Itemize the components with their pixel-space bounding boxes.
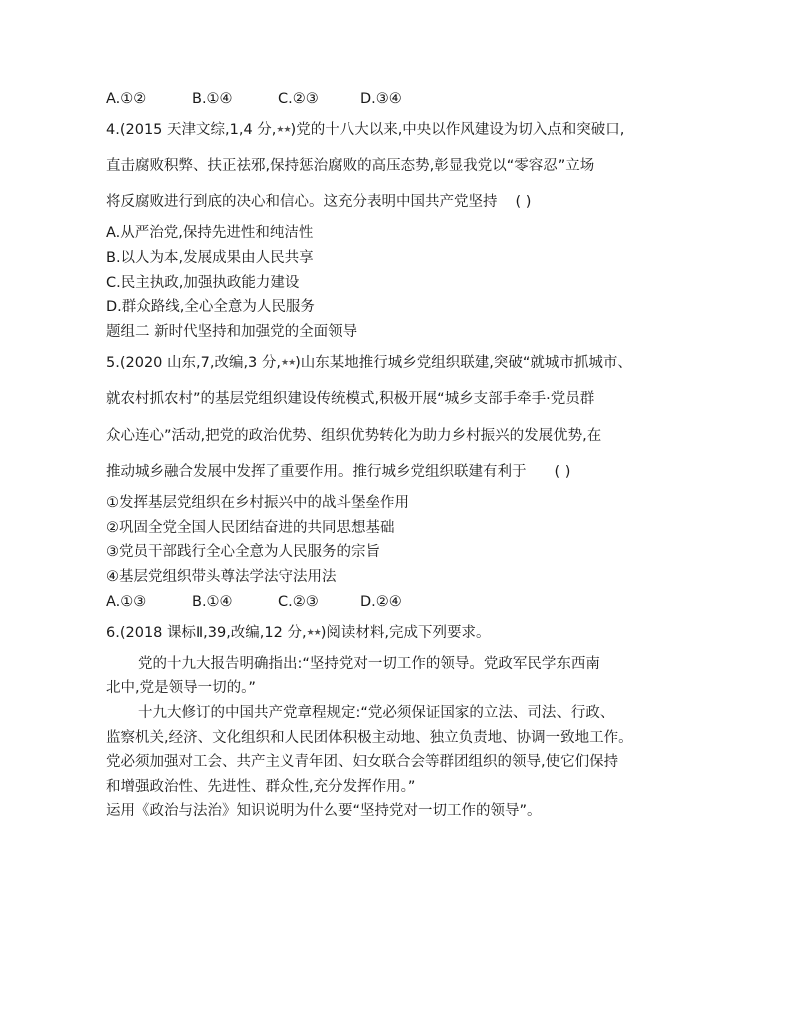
- q4-answer-blank[interactable]: ( ): [515, 194, 532, 210]
- q5-item-1: ①发挥基层党组织在乡村振兴中的战斗堡垒作用: [106, 495, 409, 511]
- q6-question: 运用《政治与法治》知识说明为什么要“坚持党对一切工作的领导”。: [106, 803, 542, 819]
- q3-option-b[interactable]: B.①④: [192, 91, 233, 107]
- q4-source: 4.(2015 天津文综,1,4 分,: [106, 122, 277, 138]
- q5-item-3: ③党员干部践行全心全意为人民服务的宗旨: [106, 544, 380, 560]
- q5-option-c[interactable]: C.②③: [278, 594, 319, 610]
- q5-item-4: ④基层党组织带头尊法学法守法用法: [106, 569, 337, 585]
- q6-para2-line-4: 和增强政治性、先进性、群众性,充分发挥作用。”: [106, 779, 416, 795]
- q4-stem-line-1: [106, 120, 624, 140]
- q4-option-b[interactable]: B.以人为本,发展成果由人民共享: [106, 250, 314, 266]
- q5-stem-text: )山东某地推行城乡党组织联建,突破“就城市抓城市、: [295, 355, 632, 371]
- q4-option-c[interactable]: C.民主执政,加强执政能力建设: [106, 275, 300, 291]
- q5-source: 5.(2020 山东,7,改编,3 分,: [106, 355, 281, 371]
- group2-title: 题组二 新时代坚持和加强党的全面领导: [106, 324, 358, 340]
- difficulty-star-icon: ★★: [276, 125, 291, 135]
- q4-stem-line-2: 直击腐败积弊、扶正祛邪,保持惩治腐败的高压态势,彰显我党以“零容忍”立场: [106, 158, 595, 174]
- q3-option-c[interactable]: C.②③: [278, 91, 319, 107]
- q6-para1-line-2: 北中,党是领导一切的。”: [106, 680, 256, 696]
- q6-para2-line-3: 党必须加强对工会、共产主义青年团、妇女联合会等群团组织的领导,使它们保持: [106, 754, 619, 770]
- difficulty-star-icon: ★★: [281, 358, 296, 368]
- q6-source: 6.(2018 课标Ⅱ,39,改编,12 分,: [106, 625, 307, 641]
- q5-item-2: ②巩固全党全国人民团结奋进的共同思想基础: [106, 520, 395, 536]
- q5-stem-line-4: [106, 462, 570, 482]
- q6-para2-line-2: 监察机关,经济、文化组织和人民团体积极主动地、独立负责地、协调一致地工作。: [106, 730, 633, 746]
- q5-option-b[interactable]: B.①④: [192, 594, 233, 610]
- q6-stem-text: )阅读材料,完成下列要求。: [320, 625, 491, 641]
- q6-stem: [106, 623, 491, 643]
- q4-stem-text: )党的十八大以来,中央以作风建设为切入点和突破口,: [290, 122, 625, 138]
- q4-stem-line-3: [106, 192, 531, 212]
- q3-option-a[interactable]: A.①②: [106, 91, 147, 107]
- q5-stem-line-2: 就农村抓农村”的基层党组织建设传统模式,积极开展“城乡支部手牵手·党员群: [106, 391, 595, 407]
- q4-option-d[interactable]: D.群众路线,全心全意为人民服务: [106, 299, 315, 315]
- q6-para2-line-1: 十九大修订的中国共产党章程规定:“党必须保证国家的立法、司法、行政、: [138, 705, 615, 721]
- q3-option-d[interactable]: D.③④: [360, 91, 402, 107]
- q5-option-d[interactable]: D.②④: [360, 594, 402, 610]
- q5-stem-text: 推动城乡融合发展中发挥了重要作用。推行城乡党组织联建有利于: [106, 464, 527, 480]
- difficulty-star-icon: ★★: [306, 628, 321, 638]
- q5-answer-blank[interactable]: ( ): [554, 464, 571, 480]
- q3-options-row: [106, 89, 402, 109]
- q5-options-row: [106, 592, 402, 612]
- q6-para1-line-1: 党的十九大报告明确指出:“坚持党对一切工作的领导。党政军民学东西南: [138, 656, 600, 672]
- q5-stem-line-1: [106, 353, 632, 373]
- q5-stem-line-3: 众心连心”活动,把党的政治优势、组织优势转化为助力乡村振兴的发展优势,在: [106, 428, 602, 444]
- q4-stem-text: 将反腐败进行到底的决心和信心。这充分表明中国共产党坚持: [106, 194, 498, 210]
- q5-option-a[interactable]: A.①③: [106, 594, 147, 610]
- q4-option-a[interactable]: A.从严治党,保持先进性和纯洁性: [106, 225, 314, 241]
